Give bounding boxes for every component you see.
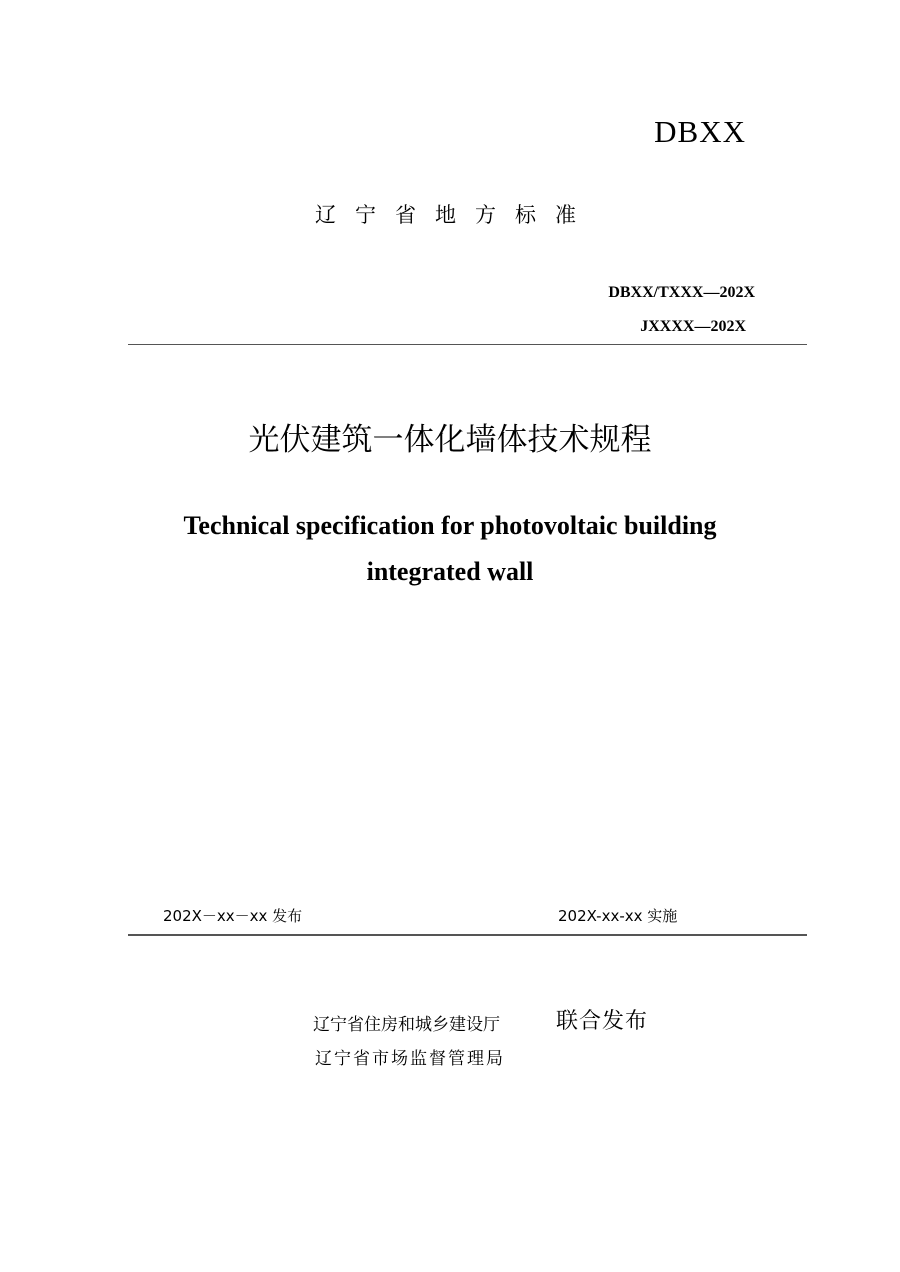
joint-release-label: 联合发布	[556, 1009, 649, 1034]
document-title-english	[0, 503, 900, 595]
standard-category: 辽宁省地方标准	[315, 203, 595, 227]
implementation-date: 202X-xx-xx 实施	[558, 907, 678, 925]
issuer-housing-department: 辽宁省住房和城乡建设厅	[313, 1015, 500, 1035]
title-en-line-2: integrated wall	[366, 557, 534, 586]
top-divider	[128, 344, 807, 345]
document-title-chinese: 光伏建筑一体化墙体技术规程	[248, 422, 652, 458]
bottom-divider	[128, 934, 807, 936]
standard-number-primary: DBXX/TXXX—202X	[608, 284, 755, 301]
title-en-line-1: Technical specification for photovoltaic building	[183, 511, 717, 540]
release-date: 202X－xx－xx 发布	[163, 907, 303, 925]
standard-code: DBXX	[654, 114, 746, 149]
issuer-market-regulation-bureau: 辽宁省市场监督管理局	[315, 1049, 505, 1069]
standard-number-secondary: JXXXX—202X	[640, 318, 746, 335]
